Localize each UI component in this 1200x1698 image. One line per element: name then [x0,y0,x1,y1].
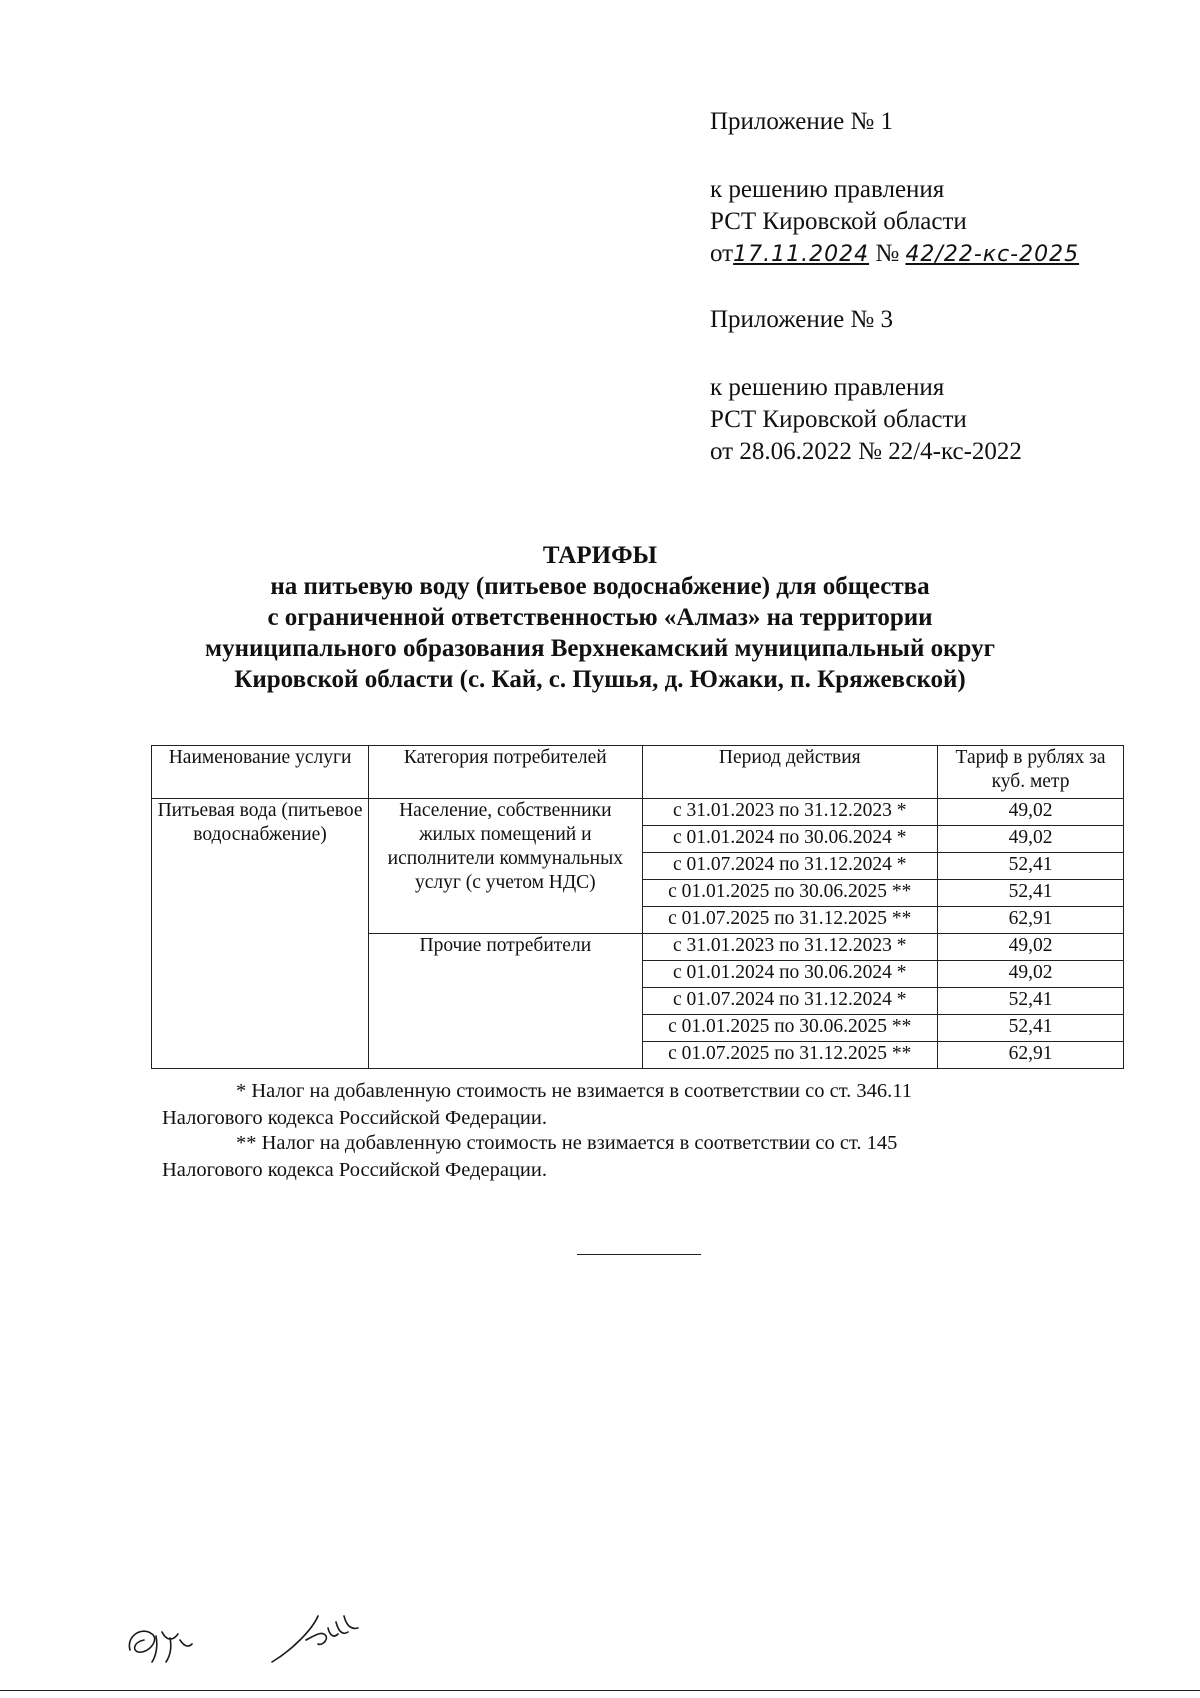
tariff-cell: 52,41 [938,988,1124,1015]
appendix-3-title [710,304,1170,336]
initials-signatures [122,1606,382,1666]
footnote-1-line-1: * Налог на добавленную стоимость не взимается в соответствии со ст. 346.11 [236,1080,912,1102]
appendix-3-line3: от 28.06.2022 № 22/4-кс-2022 [710,438,1022,465]
table-body [152,799,1124,1069]
period-cell: с 01.01.2024 по 30.06.2024 * [642,826,938,853]
footnote-1-line-2: Налогового кодекса Российской Федерации. [162,1107,547,1129]
footnote-double-asterisk [162,1130,1110,1184]
appendix-3-reference [710,372,1170,468]
title-line-2: с ограниченной ответственностью «Алмаз» на территории [267,604,933,631]
handwritten-date: 17.11.2024 [733,242,870,267]
handwritten-number: 42/22-кс-2025 [905,242,1080,267]
appendix-1-heading: Приложение № 1 [710,108,894,135]
appendix-3-line1: к решению правления [710,374,945,401]
table-row [152,799,1124,826]
tariff-cell: 52,41 [938,1015,1124,1042]
table-header-row [152,746,1124,799]
tariff-cell: 52,41 [938,880,1124,907]
initials-mark-1 [129,1631,192,1662]
appendix-1-date-line [710,238,1170,271]
number-prefix: № [875,240,900,267]
header-category: Категория потребителей [369,746,642,799]
tariff-cell: 49,02 [938,826,1124,853]
appendix-1-reference [710,174,1170,271]
period-cell: с 01.07.2025 по 31.12.2025 ** [642,907,938,934]
period-cell: с 01.01.2024 по 30.06.2024 * [642,961,938,988]
header-period: Период действия [642,746,938,799]
footnote-single-asterisk [162,1078,1110,1132]
header-tariff: Тариф в рублях за куб. метр [938,746,1124,799]
period-cell: с 31.01.2023 по 31.12.2023 * [642,934,938,961]
title-heading: ТАРИФЫ [542,542,658,569]
header-service: Наименование услуги [152,746,369,799]
document-title [120,540,1080,695]
footnote-2-line-1: ** Налог на добавленную стоимость не взимается в соответствии со ст. 145 [236,1132,898,1154]
title-line-3: муниципального образования Верхнекамский муниципальный округ [205,635,995,662]
appendix-3-heading: Приложение № 3 [710,306,894,333]
tariff-cell: 49,02 [938,934,1124,961]
end-of-document-rule [577,1254,701,1255]
category-cell: Население, собственники жилых помещений и исполнители коммунальных услуг (с учетом НДС) [369,799,642,934]
appendix-1-line2: РСТ Кировской области [710,208,967,235]
category-cell: Прочие потребители [369,934,642,1069]
page-bottom-rule [0,1690,1200,1691]
tariff-cell: 62,91 [938,1042,1124,1069]
period-cell: с 01.07.2025 по 31.12.2025 ** [642,1042,938,1069]
period-cell: с 01.07.2024 по 31.12.2024 * [642,853,938,880]
tariff-cell: 62,91 [938,907,1124,934]
period-cell: с 01.07.2024 по 31.12.2024 * [642,988,938,1015]
date-prefix: от [710,240,734,267]
appendix-1-title [710,106,1170,138]
tariff-table [151,745,1124,1069]
tariff-cell: 52,41 [938,853,1124,880]
tariff-cell: 49,02 [938,961,1124,988]
period-cell: с 31.01.2023 по 31.12.2023 * [642,799,938,826]
initials-mark-2 [272,1616,358,1662]
service-name-cell: Питьевая вода (питьевое водоснабжение) [152,799,369,1069]
tariff-cell: 49,02 [938,799,1124,826]
appendix-1-line1: к решению правления [710,176,945,203]
footnote-2-line-2: Налогового кодекса Российской Федерации. [162,1159,547,1181]
title-line-1: на питьевую воду (питьевое водоснабжение) для общества [270,573,930,600]
period-cell: с 01.01.2025 по 30.06.2025 ** [642,1015,938,1042]
title-line-4: Кировской области (с. Кай, с. Пушья, д. Южаки, п. Кряжевской) [234,666,966,693]
appendix-3-line2: РСТ Кировской области [710,406,967,433]
period-cell: с 01.01.2025 по 30.06.2025 ** [642,880,938,907]
